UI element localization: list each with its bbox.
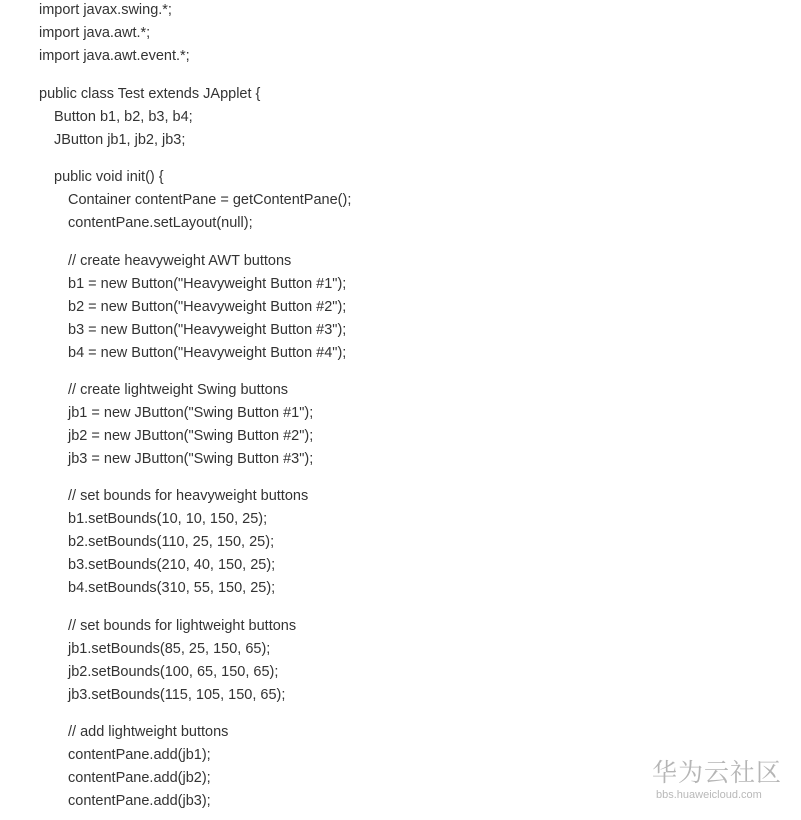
- watermark: [652, 758, 792, 808]
- code-line: jb1.setBounds(85, 25, 150, 65);: [68, 641, 271, 657]
- code-comment: // create heavyweight AWT buttons: [68, 253, 292, 269]
- code-line: public class Test extends JApplet {: [39, 86, 261, 102]
- code-line: jb3.setBounds(115, 105, 150, 65);: [68, 687, 286, 703]
- watermark-url: bbs.huaweicloud.com: [656, 789, 762, 801]
- code-comment: // add lightweight buttons: [68, 724, 229, 740]
- code-line: b3 = new Button("Heavyweight Button #3");: [68, 322, 347, 338]
- code-line: b2.setBounds(110, 25, 150, 25);: [68, 534, 275, 550]
- watermark-title: 华为云社区: [652, 758, 783, 787]
- code-line: import java.awt.event.*;: [39, 48, 190, 64]
- code-line: Button b1, b2, b3, b4;: [54, 109, 193, 125]
- code-line: contentPane.setLayout(null);: [68, 215, 253, 231]
- code-line: contentPane.add(jb1);: [68, 747, 211, 763]
- code-line: import javax.swing.*;: [39, 2, 172, 18]
- code-line: b2 = new Button("Heavyweight Button #2");: [68, 299, 347, 315]
- code-comment: // set bounds for heavyweight buttons: [68, 488, 309, 504]
- code-line: b1.setBounds(10, 10, 150, 25);: [68, 511, 268, 527]
- code-comment: // set bounds for lightweight buttons: [68, 618, 297, 634]
- code-comment: // create lightweight Swing buttons: [68, 382, 289, 398]
- code-line: b3.setBounds(210, 40, 150, 25);: [68, 557, 276, 573]
- code-line: jb2.setBounds(100, 65, 150, 65);: [68, 664, 279, 680]
- code-line: contentPane.add(jb3);: [68, 793, 211, 809]
- code-line: jb1 = new JButton("Swing Button #1");: [68, 405, 314, 421]
- code-line: b4.setBounds(310, 55, 150, 25);: [68, 580, 276, 596]
- code-line: b4 = new Button("Heavyweight Button #4");: [68, 345, 347, 361]
- code-line: import java.awt.*;: [39, 25, 151, 41]
- code-line: public void init() {: [54, 169, 164, 185]
- code-line: b1 = new Button("Heavyweight Button #1");: [68, 276, 347, 292]
- code-line: jb2 = new JButton("Swing Button #2");: [68, 428, 314, 444]
- code-line: JButton jb1, jb2, jb3;: [54, 132, 186, 148]
- code-line: Container contentPane = getContentPane();: [68, 192, 352, 208]
- code-line: contentPane.add(jb2);: [68, 770, 211, 786]
- code-line: jb3 = new JButton("Swing Button #3");: [68, 451, 314, 467]
